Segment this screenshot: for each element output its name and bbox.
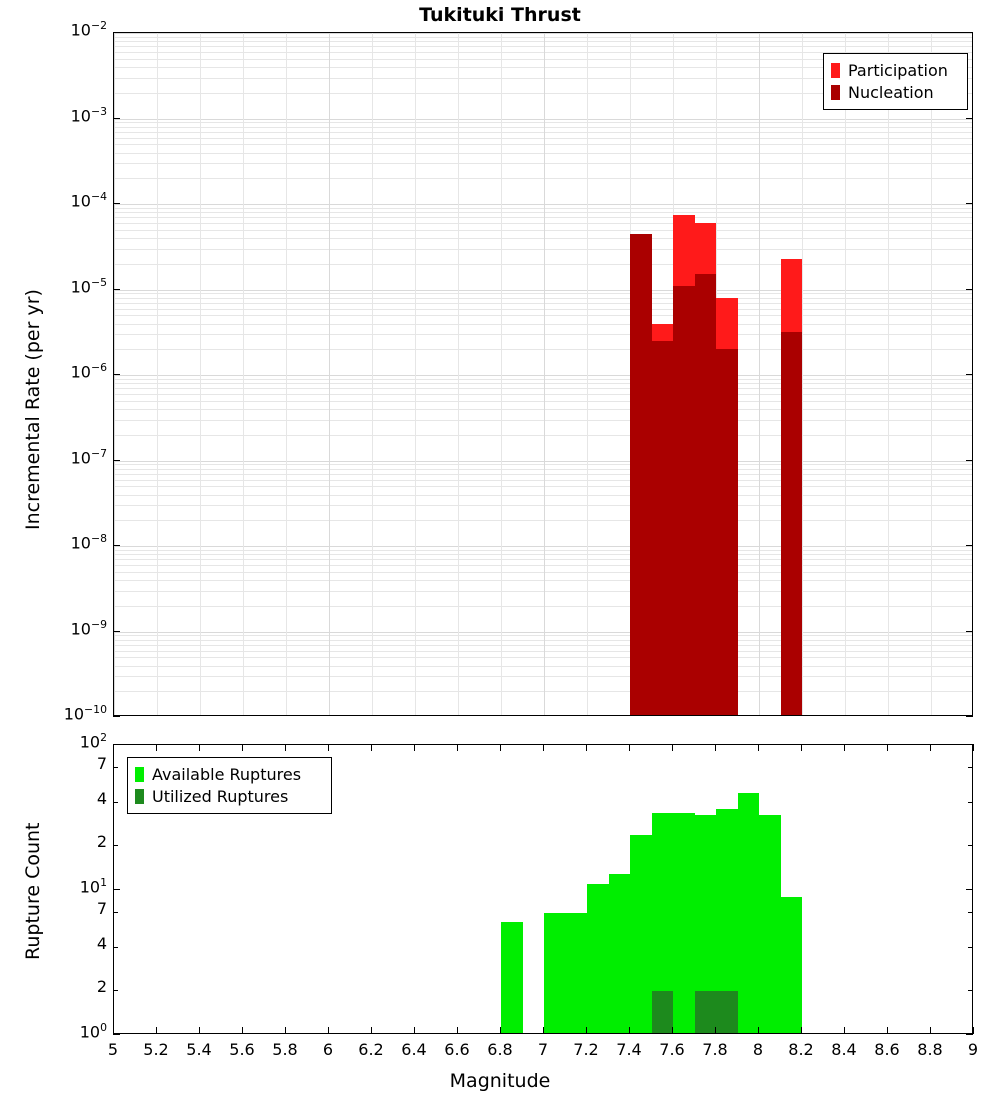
x-tick-mark (543, 1027, 544, 1034)
y-tick-mark (113, 374, 120, 375)
y-tick-mark (966, 118, 973, 119)
y-tick-mark (113, 990, 118, 991)
rupture-count-legend-item (135, 785, 323, 807)
y-tick-mark (966, 716, 973, 717)
x-tick-mark (500, 744, 501, 751)
y-tick-mark (113, 947, 118, 948)
x-tick-mark (672, 744, 673, 751)
grid-line-vertical (501, 33, 502, 715)
grid-line-vertical (157, 33, 158, 715)
x-tick-mark (328, 744, 329, 751)
bar-available-ruptures (738, 793, 760, 1034)
y-tick-label: $10^{-7}$ (70, 446, 107, 467)
y-tick-mark (968, 990, 973, 991)
y-tick-label: $10^{-9}$ (70, 617, 107, 638)
bar-nucleation (695, 274, 717, 715)
y-tick-label: 4 (96, 933, 107, 953)
y-tick-mark (968, 845, 973, 846)
x-tick-mark (801, 744, 802, 751)
grid-line-vertical (759, 33, 760, 715)
x-tick-mark (457, 1027, 458, 1034)
x-tick-label: 5.4 (186, 1040, 212, 1059)
x-tick-mark (887, 744, 888, 751)
y-tick-label: 7 (96, 753, 107, 773)
y-tick-mark (968, 767, 973, 768)
y-tick-mark (113, 545, 120, 546)
x-tick-label: 7 (537, 1040, 549, 1059)
rupture-count-legend (127, 757, 332, 814)
x-tick-mark (113, 1027, 114, 1034)
bar-nucleation (673, 286, 695, 715)
x-tick-mark (801, 1027, 802, 1034)
y-tick-mark (113, 912, 118, 913)
bar-available-ruptures (566, 913, 588, 1034)
x-tick-label: 7.2 (573, 1040, 599, 1059)
y-tick-label: $10^0$ (79, 1021, 107, 1042)
x-tick-mark (414, 1027, 415, 1034)
x-tick-mark (371, 744, 372, 751)
y-tick-label: $10^1$ (79, 876, 107, 897)
grid-line-vertical (544, 33, 545, 715)
grid-line-vertical (845, 33, 846, 715)
rupture-count-legend-item (135, 763, 323, 785)
y-tick-label: $10^{-5}$ (70, 275, 107, 296)
bar-available-ruptures (630, 835, 652, 1033)
y-tick-label: $10^2$ (79, 731, 107, 752)
x-tick-mark (371, 1027, 372, 1034)
y-tick-mark (113, 1034, 120, 1035)
bar-utilized-ruptures (652, 991, 674, 1033)
bar-available-ruptures (759, 815, 781, 1033)
y-tick-mark (113, 744, 120, 745)
incremental-rate-y-axis-label: Incremental Rate (per yr) (22, 289, 44, 530)
y-tick-mark (966, 460, 973, 461)
y-tick-mark (966, 744, 973, 745)
x-tick-mark (758, 1027, 759, 1034)
y-tick-label: 2 (96, 977, 107, 997)
bar-nucleation (716, 349, 738, 715)
bar-nucleation (781, 332, 803, 715)
rupture-count-y-axis-label: Rupture Count (22, 822, 44, 960)
y-tick-mark (113, 716, 120, 717)
x-tick-mark (199, 1027, 200, 1034)
incremental-rate-legend (823, 53, 968, 110)
bar-available-ruptures (587, 884, 609, 1033)
y-tick-label: $10^{-4}$ (70, 190, 107, 211)
y-tick-mark (966, 32, 973, 33)
x-tick-mark (715, 744, 716, 751)
y-tick-mark (113, 118, 120, 119)
legend-label: Nucleation (848, 82, 934, 102)
x-tick-label: 5 (107, 1040, 119, 1059)
page-title: Tukituki Thrust (419, 4, 581, 26)
x-tick-mark (156, 1027, 157, 1034)
y-tick-mark (113, 32, 120, 33)
y-tick-mark (113, 845, 118, 846)
y-tick-mark (113, 203, 120, 204)
x-tick-mark (973, 744, 974, 751)
y-tick-mark (113, 631, 120, 632)
x-tick-label: 6.4 (401, 1040, 427, 1059)
x-tick-mark (457, 744, 458, 751)
grid-line-vertical (415, 33, 416, 715)
incremental-rate-legend-item (831, 59, 959, 81)
magnitude-x-axis-label: Magnitude (449, 1070, 551, 1092)
bar-available-ruptures (609, 874, 631, 1034)
x-tick-mark (285, 1027, 286, 1034)
x-tick-mark (156, 744, 157, 751)
legend-label: Utilized Ruptures (152, 786, 289, 806)
y-tick-mark (968, 802, 973, 803)
x-tick-mark (113, 744, 114, 751)
grid-line-vertical (587, 33, 588, 715)
x-tick-label: 5.2 (143, 1040, 169, 1059)
y-tick-label: $10^{-8}$ (70, 532, 107, 553)
y-tick-mark (966, 631, 973, 632)
y-tick-label: $10^{-6}$ (70, 361, 107, 382)
x-tick-mark (328, 1027, 329, 1034)
y-tick-mark (968, 947, 973, 948)
y-tick-mark (113, 767, 118, 768)
x-tick-label: 6.6 (444, 1040, 470, 1059)
y-tick-mark (113, 889, 120, 890)
x-tick-mark (629, 1027, 630, 1034)
y-tick-mark (966, 1034, 973, 1035)
x-tick-mark (715, 1027, 716, 1034)
x-tick-mark (500, 1027, 501, 1034)
x-tick-label: 8.8 (917, 1040, 943, 1059)
grid-line-vertical (200, 33, 201, 715)
x-tick-mark (844, 744, 845, 751)
x-tick-label: 8.6 (874, 1040, 900, 1059)
y-tick-label: 2 (96, 832, 107, 852)
x-tick-mark (672, 1027, 673, 1034)
x-tick-label: 8 (752, 1040, 764, 1059)
grid-line-vertical (931, 33, 932, 715)
x-tick-label: 5.6 (229, 1040, 255, 1059)
bar-available-ruptures (544, 913, 566, 1034)
x-tick-mark (586, 1027, 587, 1034)
x-tick-mark (199, 744, 200, 751)
grid-line-vertical (329, 33, 330, 715)
y-tick-mark (113, 802, 118, 803)
x-tick-label: 5.8 (272, 1040, 298, 1059)
x-tick-label: 8.4 (831, 1040, 857, 1059)
y-tick-mark (966, 545, 973, 546)
legend-swatch-icon (135, 767, 144, 782)
x-tick-mark (586, 744, 587, 751)
legend-swatch-icon (135, 789, 144, 804)
x-tick-label: 7.4 (616, 1040, 642, 1059)
grid-line-vertical (286, 33, 287, 715)
x-tick-mark (629, 744, 630, 751)
x-tick-label: 7.6 (659, 1040, 685, 1059)
bar-available-ruptures (501, 922, 523, 1033)
legend-label: Participation (848, 60, 948, 80)
y-tick-label: 4 (96, 788, 107, 808)
bar-nucleation (630, 234, 652, 715)
grid-line-vertical (372, 33, 373, 715)
grid-line-vertical (243, 33, 244, 715)
y-tick-label: $10^{-3}$ (70, 104, 107, 125)
y-tick-mark (966, 889, 973, 890)
x-tick-mark (242, 744, 243, 751)
x-tick-mark (758, 744, 759, 751)
x-tick-label: 9 (967, 1040, 979, 1059)
x-tick-mark (973, 1027, 974, 1034)
y-tick-mark (966, 289, 973, 290)
x-tick-label: 6 (322, 1040, 334, 1059)
bar-available-ruptures (673, 813, 695, 1033)
y-tick-label: $10^{-2}$ (70, 19, 107, 40)
incremental-rate-legend-item (831, 81, 959, 103)
grid-line-vertical (802, 33, 803, 715)
grid-line-vertical (458, 33, 459, 715)
x-tick-label: 6.2 (358, 1040, 384, 1059)
x-tick-mark (844, 1027, 845, 1034)
x-tick-label: 8.2 (788, 1040, 814, 1059)
x-tick-label: 6.8 (487, 1040, 513, 1059)
legend-label: Available Ruptures (152, 764, 302, 784)
y-tick-mark (113, 289, 120, 290)
bar-utilized-ruptures (716, 991, 738, 1033)
y-tick-mark (113, 460, 120, 461)
y-tick-mark (968, 912, 973, 913)
bar-nucleation (652, 341, 674, 715)
bar-utilized-ruptures (695, 991, 717, 1033)
x-tick-label: 7.8 (702, 1040, 728, 1059)
y-tick-label: $10^{-10}$ (63, 703, 107, 724)
y-tick-mark (966, 203, 973, 204)
x-tick-mark (930, 1027, 931, 1034)
y-tick-label: 7 (96, 898, 107, 918)
x-tick-mark (285, 744, 286, 751)
x-tick-mark (414, 744, 415, 751)
legend-swatch-icon (831, 63, 840, 78)
bar-available-ruptures (781, 897, 803, 1033)
incremental-rate-plot (113, 32, 973, 716)
x-tick-mark (543, 744, 544, 751)
x-tick-mark (242, 1027, 243, 1034)
grid-line-vertical (888, 33, 889, 715)
x-tick-mark (930, 744, 931, 751)
y-tick-mark (966, 374, 973, 375)
x-tick-mark (887, 1027, 888, 1034)
legend-swatch-icon (831, 85, 840, 100)
